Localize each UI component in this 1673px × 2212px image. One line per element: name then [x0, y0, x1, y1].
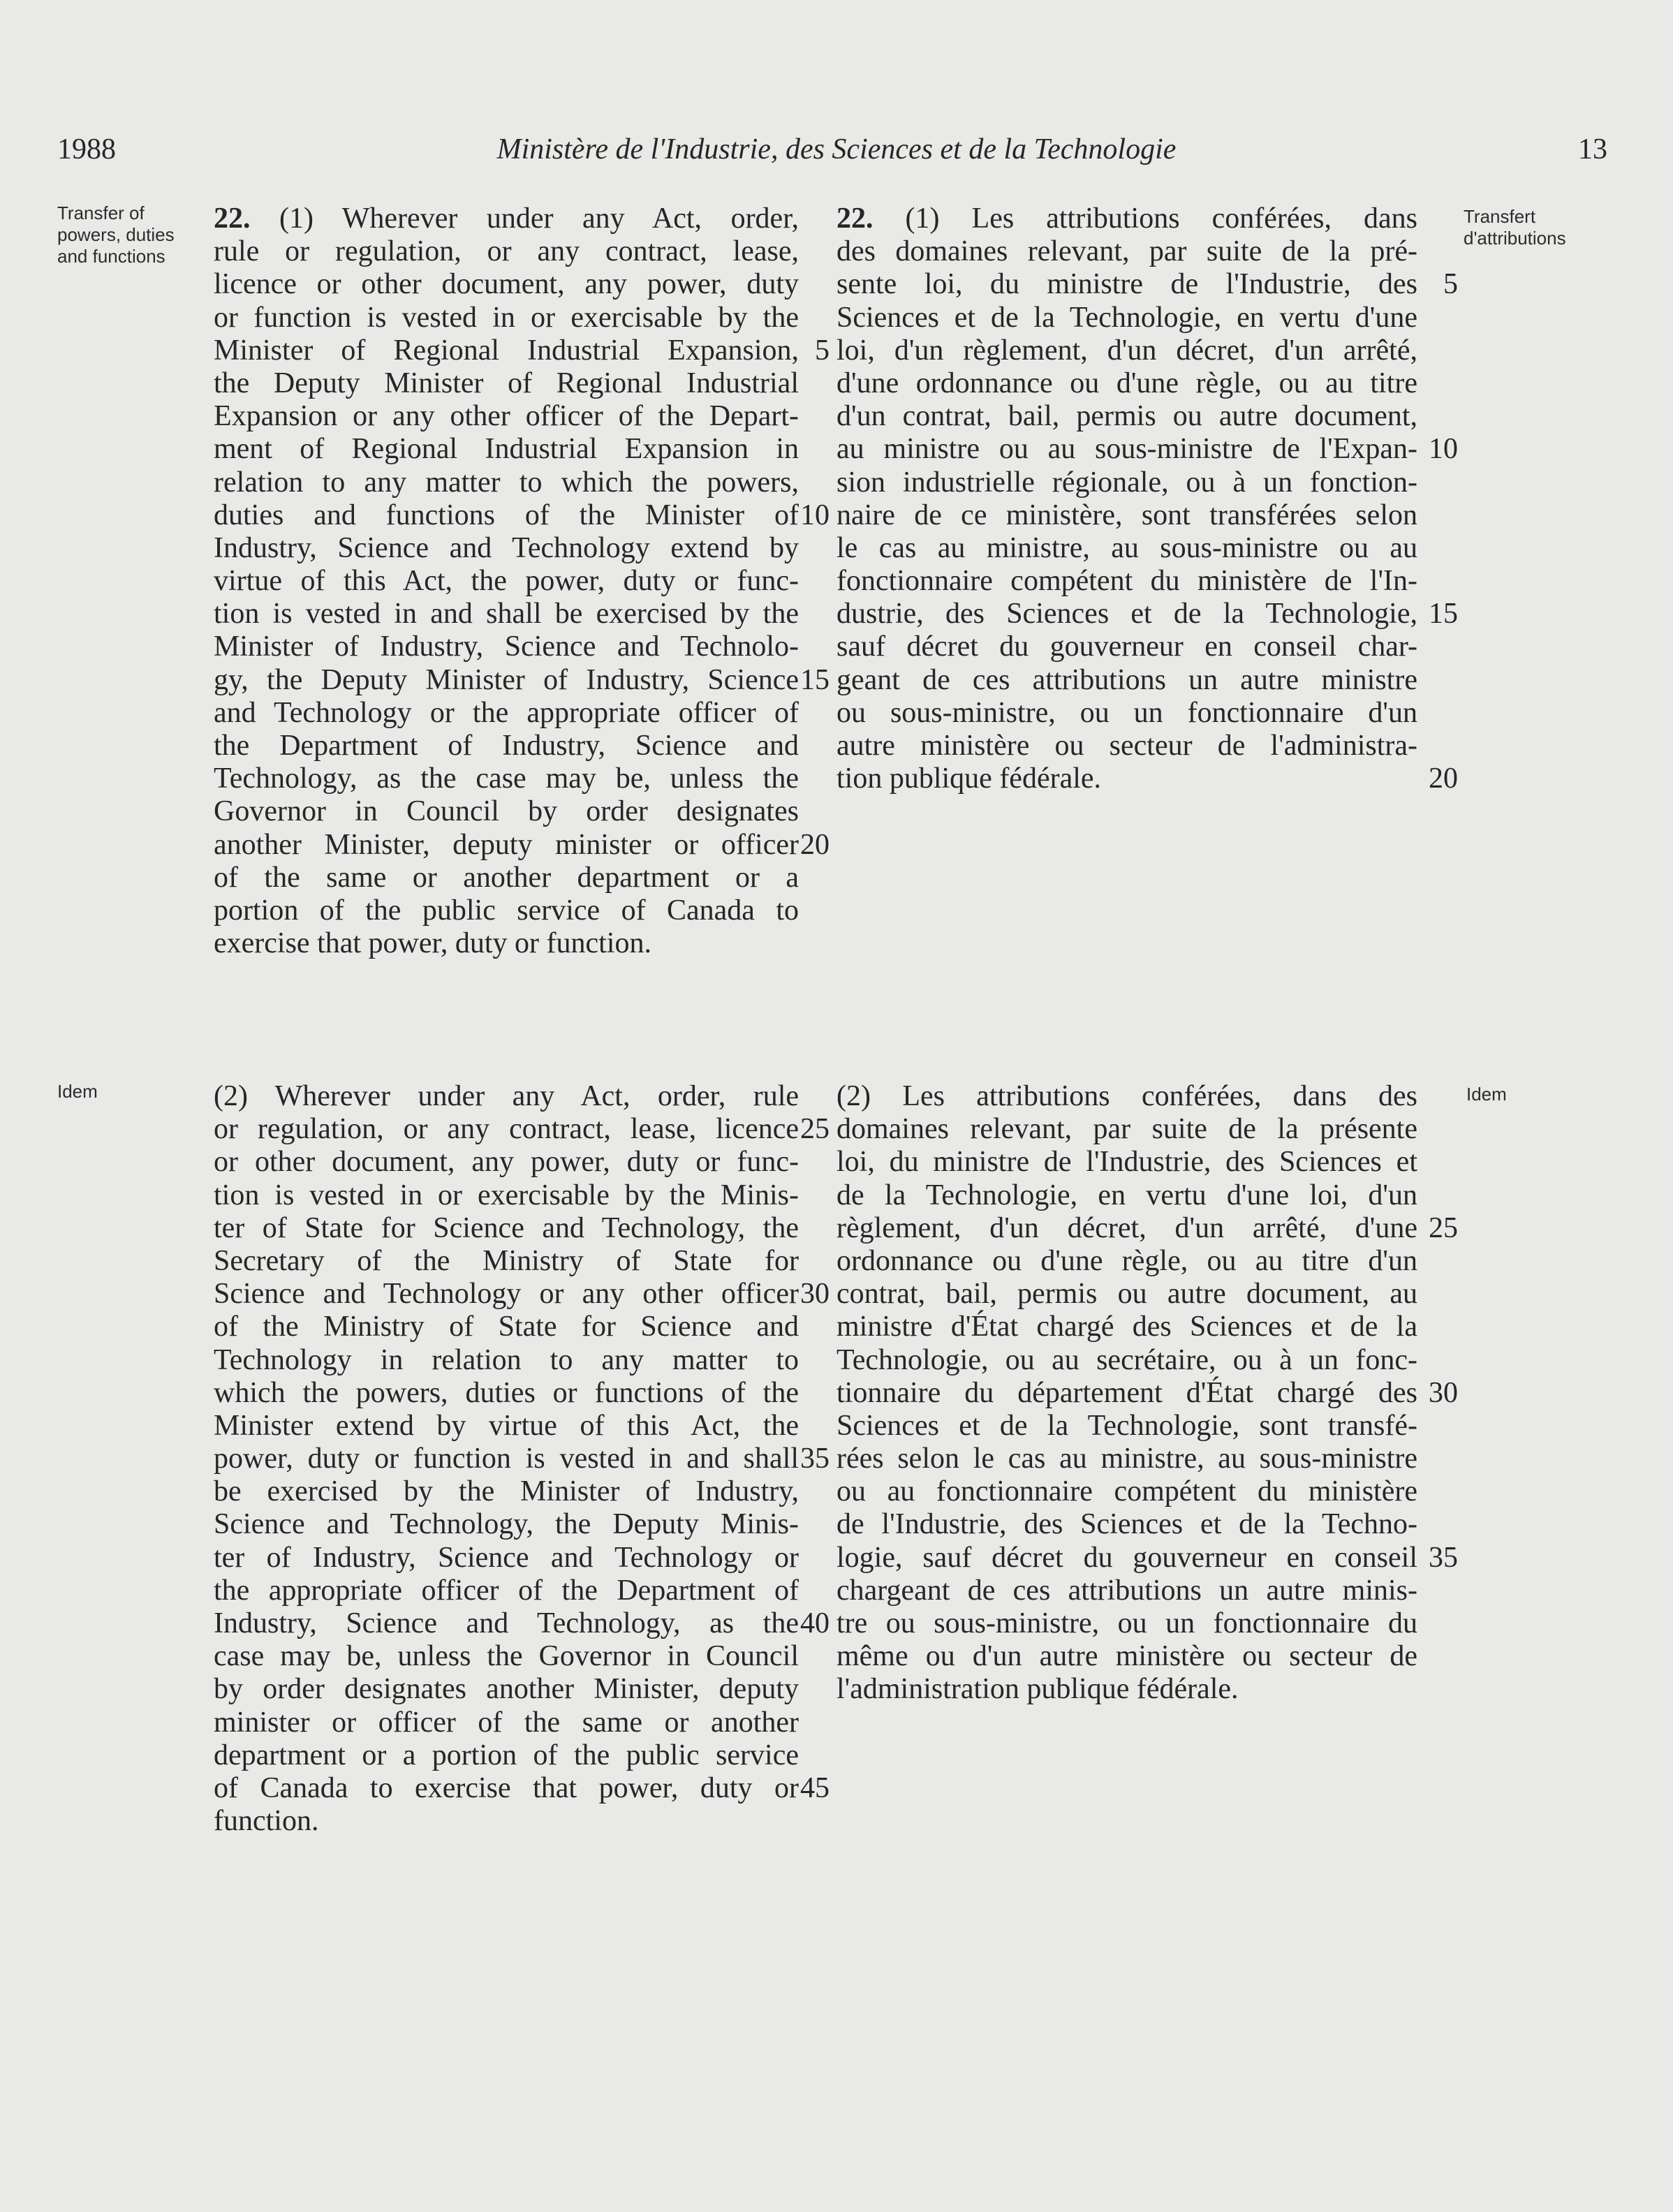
text-line: power, duty or function is vested in and shall: [214, 1443, 799, 1475]
text-line: naire de ce ministère, sont transférées selon: [836, 499, 1417, 531]
text-line: gy, the Deputy Minister of Industry, Science: [214, 663, 799, 696]
text-line: l'administration publique fédérale.: [836, 1673, 1239, 1706]
text-line: Technologie, ou au secrétaire, ou à un fonc-: [836, 1343, 1417, 1376]
text-line: logie, sauf décret du gouverneur en conseil: [836, 1541, 1417, 1574]
text-line: Science and Technology, the Deputy Minis-: [214, 1508, 799, 1541]
text-line: des domaines relevant, par suite de la pré-: [836, 235, 1417, 268]
line-number: 25: [1429, 1211, 1458, 1244]
text-line: virtue of this Act, the power, duty or func-: [214, 565, 799, 598]
text-line: or other document, any power, duty or func-: [214, 1146, 799, 1179]
section-22-1-english: [214, 202, 799, 960]
text-line: tion is vested in and shall be exercised by the: [214, 598, 799, 631]
text-line: Science and Technology or any other officer: [214, 1278, 799, 1311]
text-line: sion industrielle régionale, ou à un fonction-: [836, 466, 1417, 499]
line-number: 5: [1443, 268, 1458, 301]
line-number: 40: [800, 1607, 830, 1640]
text-line: de l'Industrie, des Sciences et de la Techno-: [836, 1508, 1417, 1541]
text-line: which the powers, duties or functions of the: [214, 1376, 799, 1409]
line-number: 15: [1429, 598, 1458, 631]
text-line: fonctionnaire compétent du ministère de l'In-: [836, 565, 1417, 598]
line-number: 10: [1429, 433, 1458, 466]
line-number: 30: [800, 1278, 830, 1311]
text-line: même ou d'un autre ministère ou secteur de: [836, 1640, 1417, 1673]
text-line: ter of State for Science and Technology, the: [214, 1211, 799, 1244]
text-line: au ministre ou au sous-ministre de l'Expan-: [836, 433, 1417, 466]
text-line: Minister of Regional Industrial Expansion,: [214, 334, 799, 367]
text-line: ou au fonctionnaire compétent du ministère: [836, 1475, 1417, 1508]
text-line: tion publique fédérale.: [836, 762, 1102, 795]
header-year: 1988: [57, 133, 116, 165]
text-line: d'une ordonnance ou d'une règle, ou au titre: [836, 367, 1417, 399]
text-line: Industry, Science and Technology, as the: [214, 1607, 799, 1639]
text-line: d'un contrat, bail, permis ou autre document,: [836, 400, 1417, 433]
line-number: 30: [1429, 1376, 1458, 1409]
line-number: 35: [800, 1443, 830, 1475]
text-line: chargeant de ces attributions un autre minis-: [836, 1574, 1417, 1607]
text-line: ou sous-ministre, ou un fonctionnaire d'un: [836, 696, 1417, 729]
text-line: the Department of Industry, Science and: [214, 730, 799, 762]
text-line: ministre d'État chargé des Sciences et de la: [836, 1311, 1417, 1343]
line-number: 35: [1429, 1541, 1458, 1574]
text-line: case may be, unless the Governor in Council: [214, 1640, 799, 1673]
line-number: 5: [815, 334, 830, 367]
text-line: tre ou sous-ministre, ou un fonctionnaire du: [836, 1607, 1417, 1639]
text-line: rées selon le cas au ministre, au sous-ministre: [836, 1443, 1417, 1475]
text-line: of Canada to exercise that power, duty or: [214, 1771, 799, 1804]
text-line: Secretary of the Ministry of State for: [214, 1244, 799, 1277]
line-number: 25: [800, 1113, 830, 1146]
text-line: loi, d'un règlement, d'un décret, d'un arrêté,: [836, 334, 1417, 367]
text-line: contrat, bail, permis ou autre document, au: [836, 1278, 1417, 1311]
text-line: loi, du ministre de l'Industrie, des Sciences et: [836, 1146, 1417, 1179]
marginal-note-en-2: [57, 1081, 98, 1103]
marginal-note-line: Idem: [1466, 1084, 1507, 1105]
text-line: Minister of Industry, Science and Technolo-: [214, 631, 799, 663]
text-line: ter of Industry, Science and Technology or: [214, 1541, 799, 1574]
text-line: or function is vested in or exercisable by the: [214, 301, 799, 334]
text-line: règlement, d'un décret, d'un arrêté, d'une: [836, 1211, 1417, 1244]
text-line: Governor in Council by order designates: [214, 795, 799, 828]
marginal-note-fr-1: [1464, 206, 1566, 249]
text-line: tionnaire du département d'État chargé des: [836, 1376, 1417, 1409]
text-line: Industry, Science and Technology extend by: [214, 531, 799, 564]
text-line: 22. (1) Les attributions conférées, dans: [836, 202, 1417, 235]
line-number: 20: [800, 828, 830, 861]
section-22-2-french: [836, 1080, 1417, 1706]
marginal-note-line: d'attributions: [1464, 228, 1566, 249]
text-line: autre ministère ou secteur de l'administra-: [836, 730, 1417, 762]
text-line: duties and functions of the Minister of: [214, 499, 799, 531]
text-line: portion of the public service of Canada to: [214, 894, 799, 927]
page-number: 13: [1578, 133, 1607, 165]
text-line: dustrie, des Sciences et de la Technologie,: [836, 598, 1417, 631]
marginal-note-en-1: [57, 202, 175, 267]
section-22-2-english: [214, 1080, 799, 1838]
marginal-note-line: Idem: [57, 1081, 98, 1102]
text-line: Sciences et de la Technologie, sont transfé-: [836, 1409, 1417, 1442]
text-line: domaines relevant, par suite de la présente: [836, 1113, 1417, 1146]
text-line: Technology in relation to any matter to: [214, 1343, 799, 1376]
text-line: department or a portion of the public service: [214, 1739, 799, 1771]
text-line: Expansion or any other officer of the Depart-: [214, 400, 799, 433]
header-title: Ministère de l'Industrie, des Sciences et de la Technologie: [496, 133, 1177, 165]
text-line: Sciences et de la Technologie, en vertu d'une: [836, 301, 1417, 334]
line-number: 45: [800, 1772, 830, 1805]
text-line: (2) Wherever under any Act, order, rule: [214, 1080, 799, 1112]
text-line: ordonnance ou d'une règle, ou au titre d'un: [836, 1244, 1417, 1277]
text-line: sauf décret du gouverneur en conseil char-: [836, 631, 1417, 663]
text-line: by order designates another Minister, deputy: [214, 1673, 799, 1706]
text-line: 22. (1) Wherever under any Act, order,: [214, 202, 799, 235]
marginal-note-line: Transfer of: [57, 202, 145, 223]
marginal-note-line: and functions: [57, 246, 165, 267]
marginal-note-line: powers, duties: [57, 224, 175, 245]
text-line: be exercised by the Minister of Industry,: [214, 1475, 799, 1508]
marginal-note-fr-2: [1466, 1084, 1507, 1105]
text-line: Minister extend by virtue of this Act, the: [214, 1409, 799, 1442]
text-line: relation to any matter to which the powers,: [214, 466, 799, 499]
text-line: (2) Les attributions conférées, dans des: [836, 1080, 1417, 1112]
text-line: the appropriate officer of the Department of: [214, 1574, 799, 1607]
text-line: tion is vested in or exercisable by the Minis-: [214, 1179, 799, 1211]
section-22-1-french: [836, 202, 1417, 795]
text-line: de la Technologie, en vertu d'une loi, d'un: [836, 1179, 1417, 1211]
line-number: 10: [800, 499, 830, 531]
text-line: sente loi, du ministre de l'Industrie, des: [836, 268, 1417, 301]
text-line: of the Ministry of State for Science and: [214, 1311, 799, 1343]
line-number: 20: [1429, 762, 1458, 795]
text-line: ment of Regional Industrial Expansion in: [214, 433, 799, 466]
text-line: function.: [214, 1805, 319, 1838]
text-line: the Deputy Minister of Regional Industrial: [214, 367, 799, 399]
text-line: Technology, as the case may be, unless the: [214, 762, 799, 795]
text-line: of the same or another department or a: [214, 861, 799, 894]
text-line: and Technology or the appropriate officer of: [214, 696, 799, 729]
text-line: minister or officer of the same or another: [214, 1706, 799, 1739]
marginal-note-line: Transfert: [1464, 206, 1536, 227]
text-line: rule or regulation, or any contract, lease,: [214, 235, 799, 268]
text-line: or regulation, or any contract, lease, licence: [214, 1113, 799, 1146]
text-line: another Minister, deputy minister or officer: [214, 828, 799, 861]
text-line: geant de ces attributions un autre ministre: [836, 663, 1417, 696]
text-line: exercise that power, duty or function.: [214, 927, 651, 960]
line-number: 15: [800, 663, 830, 696]
text-line: licence or other document, any power, duty: [214, 268, 799, 301]
text-line: le cas au ministre, au sous-ministre ou au: [836, 531, 1417, 564]
